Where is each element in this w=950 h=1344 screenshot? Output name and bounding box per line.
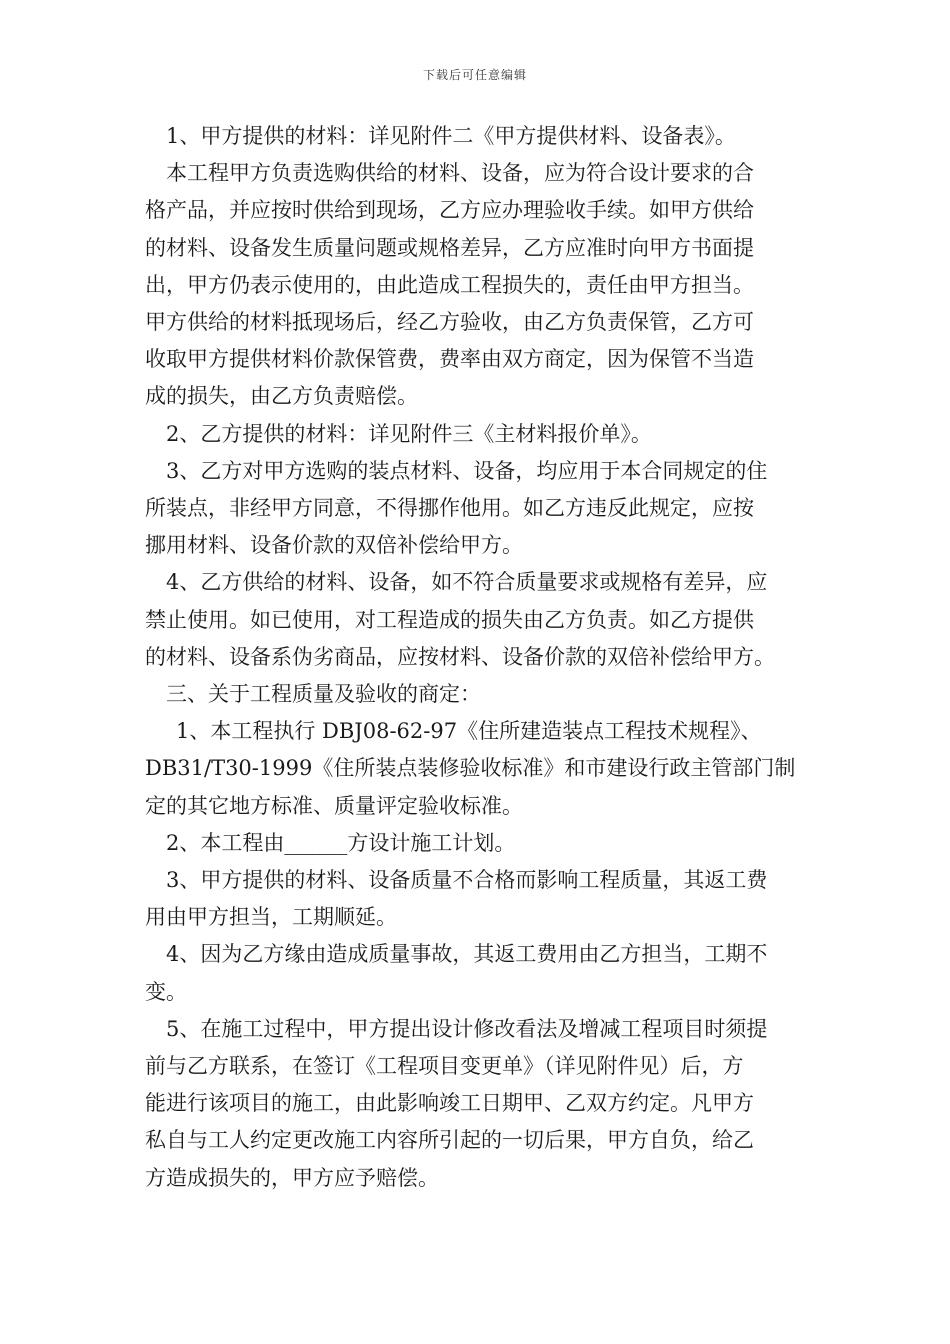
paragraph-line: 出，甲方仍表示使用的，由此造成工程损失的，责任由甲方担当。 [145, 272, 754, 297]
paragraph-line: DB31/T30-1999《住所装点装修验收标准》和市建设行政主管部门制 [145, 756, 796, 781]
paragraph-line: 本工程甲方负责选购供给的材料、设备，应为符合设计要求的合 [166, 161, 754, 186]
paragraph-line: 所装点，非经甲方同意，不得挪作他用。如乙方违反此规定，应按 [145, 496, 754, 521]
paragraph-line: 定的其它地方标准、质量评定验收标准。 [145, 793, 523, 818]
paragraph-line: 4、因为乙方缘由造成质量事故，其返工费用由乙方担当，工期不 [166, 942, 768, 967]
paragraph-line: 收取甲方提供材料价款保管费，费率由双方商定，因为保管不当造 [145, 347, 754, 372]
paragraph-line: 方造成损失的，甲方应予赔偿。 [145, 1165, 439, 1190]
paragraph-line: 4、乙方供给的材料、设备，如不符合质量要求或规格有差异，应 [166, 570, 768, 595]
paragraph-line: 的材料、设备系伪劣商品，应按材料、设备价款的双倍补偿给甲方。 [145, 644, 775, 669]
paragraph-line: 2、乙方提供的材料：详见附件三《主材料报价单》。 [166, 421, 652, 446]
paragraph-line: 3、甲方提供的材料、设备质量不合格而影响工程质量，其返工费 [166, 868, 768, 893]
paragraph-line: 甲方供给的材料抵现场后，经乙方验收，由乙方负责保管，乙方可 [145, 310, 754, 335]
paragraph-line: 挪用材料、设备价款的双倍补偿给甲方。 [145, 533, 523, 558]
paragraph-line: 能进行该项目的施工，由此影响竣工日期甲、乙双方约定。凡甲方 [145, 1091, 754, 1116]
paragraph-line: 成的损失，由乙方负责赔偿。 [145, 384, 418, 409]
paragraph-line: 变。 [145, 979, 187, 1004]
paragraph-line: 禁止使用。如已使用，对工程造成的损失由乙方负责。如乙方提供 [145, 607, 754, 632]
section-heading: 三、关于工程质量及验收的商定： [166, 682, 481, 707]
paragraph-line: 3、乙方对甲方选购的装点材料、设备，均应用于本合同规定的住 [166, 458, 768, 483]
paragraph-line: 1、甲方提供的材料：详见附件二《甲方提供材料、设备表》。 [166, 124, 736, 148]
paragraph-line: 的材料、设备发生质量问题或规格差异，乙方应准时向甲方书面提 [145, 235, 754, 260]
paragraph-line: 用由甲方担当，工期顺延。 [145, 905, 397, 930]
paragraph-line: 前与乙方联系，在签订《工程项目变更单》（详见附件见）后，方 [145, 1054, 744, 1079]
paragraph-line: 2、本工程由______方设计施工计划。 [166, 830, 516, 855]
page-header: 下载后可任意编辑 [422, 68, 527, 82]
paragraph-line: 格产品，并应按时供给到现场，乙方应办理验收手续。如甲方供给 [145, 198, 754, 223]
paragraph-line: 私自与工人约定更改施工内容所引起的一切后果，甲方自负，给乙 [145, 1128, 754, 1153]
paragraph-line: 5、在施工过程中，甲方提出设计修改看法及增减工程项目时须提 [166, 1016, 768, 1041]
paragraph-line: 1、本工程执行 DBJ08-62-97《住所建造装点工程技术规程》、 [176, 719, 762, 744]
document-body [145, 118, 809, 1197]
